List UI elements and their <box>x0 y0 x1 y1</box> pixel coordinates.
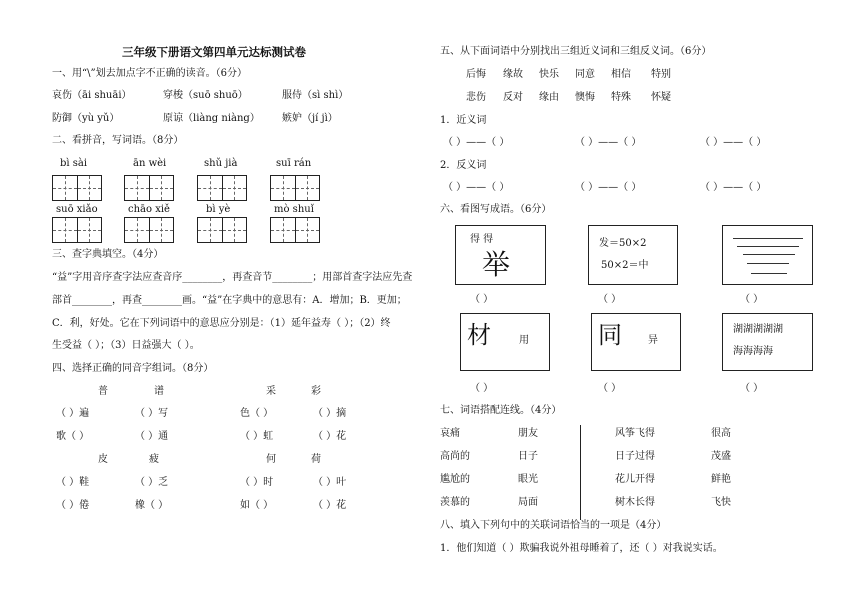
word-blank[interactable]: 色（ ） <box>240 408 274 419</box>
antonyms-label: 2．反义词 <box>440 160 487 171</box>
homophone-char: 普 <box>98 386 108 397</box>
idiom-picture <box>588 225 678 285</box>
word: 特殊 <box>611 92 631 103</box>
answer-pair[interactable]: （ ）——（ ） <box>700 182 767 193</box>
word-blank[interactable]: （ ）叶 <box>313 477 347 488</box>
answer-blank[interactable]: （ ） <box>470 383 494 394</box>
answer-pair[interactable]: （ ）——（ ） <box>575 182 642 193</box>
word-blank[interactable]: （ ）通 <box>135 431 169 442</box>
picture-text: 50×2＝中 <box>601 260 649 271</box>
q8-heading: 八、填入下列句中的关联词语恰当的一项是（4分） <box>440 520 667 531</box>
q5-heading: 五、从下面词语中分别找出三组近义词和三组反义词。（6分） <box>440 46 712 57</box>
match-word[interactable]: 高尚的 <box>440 451 470 462</box>
word: 悲伤 <box>466 92 486 103</box>
word-blank[interactable]: 橡（ ） <box>135 500 169 511</box>
idiom-picture <box>722 225 813 285</box>
idiom-picture <box>460 313 550 371</box>
q3-heading: 三、查字典填空。（4分） <box>52 249 164 260</box>
word-blank[interactable]: 如（ ） <box>240 500 274 511</box>
q1-heading: 一、用“\”划去加点字不正确的读音。（6分） <box>52 68 247 79</box>
q2-heading: 二、看拼音，写词语。（8分） <box>52 135 184 146</box>
divider <box>580 425 581 520</box>
pinyin-label: suō xiǎo <box>56 204 98 215</box>
word-blank[interactable]: （ ）遍 <box>56 408 90 419</box>
match-word[interactable]: 尴尬的 <box>440 474 470 485</box>
pinyin-label: bì yè <box>206 204 231 215</box>
word-blank[interactable]: 歌（ ） <box>56 431 90 442</box>
match-word[interactable]: 树木长得 <box>615 497 655 508</box>
picture-big-char: 材 <box>467 321 491 349</box>
pinyin-label: ān wèi <box>133 158 167 169</box>
pinyin-label: shǔ jià <box>204 158 238 169</box>
answer-pair[interactable]: （ ）——（ ） <box>700 137 767 148</box>
writing-grid[interactable] <box>52 217 102 243</box>
picture-line <box>747 263 789 264</box>
writing-grid[interactable] <box>124 175 174 201</box>
answer-blank[interactable]: （ ） <box>598 383 622 394</box>
picture-text: 得 得 <box>470 234 494 245</box>
idiom-picture <box>722 313 813 371</box>
match-word[interactable]: 局面 <box>518 497 538 508</box>
match-word[interactable]: 茂盛 <box>711 451 731 462</box>
match-word[interactable]: 日子过得 <box>615 451 655 462</box>
word-blank[interactable]: （ ）摘 <box>313 408 347 419</box>
match-word[interactable]: 眼光 <box>518 474 538 485</box>
match-word[interactable]: 羡慕的 <box>440 497 470 508</box>
writing-grid[interactable] <box>270 217 320 243</box>
word: 快乐 <box>539 69 559 80</box>
picture-text: 发＝50×2 <box>599 238 647 249</box>
writing-grid[interactable] <box>270 175 320 201</box>
answer-blank[interactable]: （ ） <box>740 294 764 305</box>
answer-blank[interactable]: （ ） <box>740 383 764 394</box>
picture-big-char: 举 <box>482 248 511 281</box>
homophone-char: 疲 <box>149 454 159 465</box>
q7-heading: 七、词语搭配连线。（4分） <box>440 405 562 416</box>
word-blank[interactable]: （ ）花 <box>313 431 347 442</box>
answer-pair[interactable]: （ ）——（ ） <box>443 182 510 193</box>
answer-blank[interactable]: （ ） <box>598 294 622 305</box>
homophone-char: 何 <box>266 454 276 465</box>
word: 缘由 <box>539 92 559 103</box>
q3-line: 部首________，再查________画。“益”在字典中的意思有：A．增加；B．更加； <box>52 295 407 306</box>
idiom-picture <box>591 313 681 371</box>
match-word[interactable]: 飞快 <box>711 497 731 508</box>
word: 特别 <box>651 69 671 80</box>
writing-grid[interactable] <box>52 175 102 201</box>
word: 反对 <box>503 92 523 103</box>
word: 缘故 <box>503 69 523 80</box>
word: 懊悔 <box>575 92 595 103</box>
match-word[interactable]: 很高 <box>711 428 731 439</box>
q1-item: 哀伤（āi shuāi） <box>52 90 132 101</box>
q3-line: 生受益（ ）；（3）日益强大（ ）。 <box>52 340 200 351</box>
pinyin-label: mò shuǐ <box>274 204 314 215</box>
picture-text: 湖湖湖湖湖 <box>733 324 783 335</box>
q1-item: 穿梭（suō shuō） <box>163 90 248 101</box>
writing-grid[interactable] <box>197 217 247 243</box>
writing-grid[interactable] <box>124 217 174 243</box>
synonyms-label: 1．近义词 <box>440 115 487 126</box>
match-word[interactable]: 花儿开得 <box>615 474 655 485</box>
pinyin-label: chāo xiě <box>128 204 170 215</box>
homophone-char: 采 <box>266 386 276 397</box>
word-blank[interactable]: （ ）时 <box>240 477 274 488</box>
q4-heading: 四、选择正确的同音字组词。（8分） <box>52 363 214 374</box>
word-blank[interactable]: （ ）虹 <box>240 431 274 442</box>
word: 怀疑 <box>651 92 671 103</box>
word-blank[interactable]: （ ）花 <box>313 500 347 511</box>
picture-line <box>737 246 799 247</box>
word: 相信 <box>611 69 631 80</box>
answer-pair[interactable]: （ ）——（ ） <box>575 137 642 148</box>
q1-item: 防御（yù yǔ） <box>52 113 120 124</box>
word: 同意 <box>575 69 595 80</box>
pinyin-label: suī rán <box>276 158 312 169</box>
picture-big-char: 同 <box>598 321 622 349</box>
homophone-char: 彩 <box>311 386 321 397</box>
match-word[interactable]: 风筝飞得 <box>615 428 655 439</box>
q8-line: 1．他们知道（ ）欺骗我说外祖母睡着了，还（ ）对我说实话。 <box>440 543 723 554</box>
word-blank[interactable]: （ ）倦 <box>56 500 90 511</box>
homophone-char: 荷 <box>311 454 321 465</box>
word-blank[interactable]: （ ）写 <box>135 408 169 419</box>
answer-pair[interactable]: （ ）——（ ） <box>443 137 510 148</box>
answer-blank[interactable]: （ ） <box>470 294 494 305</box>
q1-item: 嫉妒（jí jì） <box>282 113 338 124</box>
picture-line <box>733 238 803 239</box>
match-word[interactable]: 鲜艳 <box>711 474 731 485</box>
match-word[interactable]: 哀痛 <box>440 428 460 439</box>
picture-line <box>751 273 787 274</box>
match-word[interactable]: 日子 <box>518 451 538 462</box>
q1-item: 原谅（liàng niàng） <box>163 113 260 124</box>
picture-text: 异 <box>648 335 658 346</box>
idiom-picture <box>455 225 546 285</box>
writing-grid[interactable] <box>197 175 247 201</box>
picture-line <box>743 254 795 255</box>
word: 后悔 <box>466 69 486 80</box>
q3-line: “益”字用音序查字法应查音序________，再查音节________；用部首查字法应先查 <box>52 272 413 283</box>
word-blank[interactable]: （ ）鞋 <box>56 477 90 488</box>
page-title: 三年级下册语文第四单元达标测试卷 <box>122 45 306 59</box>
picture-text: 用 <box>519 335 529 346</box>
q6-heading: 六、看图写成语。（6分） <box>440 204 552 215</box>
picture-text: 海海海海 <box>733 346 773 357</box>
homophone-char: 谱 <box>154 386 164 397</box>
homophone-char: 皮 <box>98 454 108 465</box>
q3-line: C．利，好处。它在下列词语中的意思应分别是：（1）延年益寿（ ）；（2）终 <box>52 318 391 329</box>
q1-item: 服侍（sì shì） <box>282 90 349 101</box>
word-blank[interactable]: （ ）乏 <box>135 477 169 488</box>
pinyin-label: bì sài <box>60 158 88 169</box>
match-word[interactable]: 朋友 <box>518 428 538 439</box>
